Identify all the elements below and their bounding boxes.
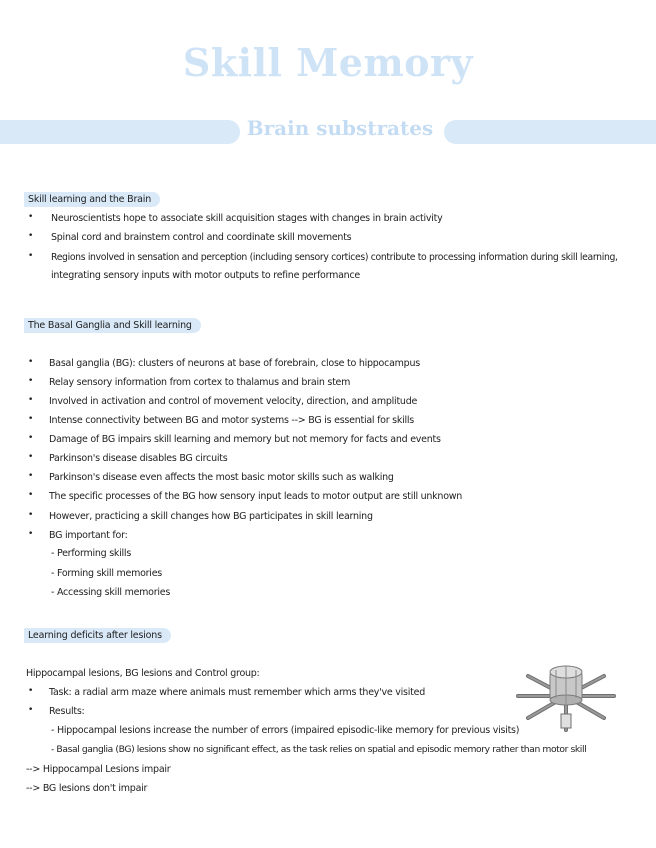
sub-list-item: - Forming skill memories: [51, 568, 162, 579]
bullet: •: [28, 490, 34, 500]
list-item: However, practicing a skill changes how BG participates in skill learning: [49, 511, 373, 522]
bullet: •: [28, 452, 34, 462]
conclusion-line: --> BG lesions don't impair: [26, 783, 148, 794]
sub-list-item: - Hippocampal lesions increase the number of errors (impaired episodic-like memory for previous visits): [51, 725, 520, 736]
bullet: •: [28, 414, 34, 424]
list-item: Parkinson's disease disables BG circuits: [49, 453, 228, 464]
bullet: •: [28, 231, 34, 241]
sub-list-item: - Performing skills: [51, 548, 132, 559]
section-heading-skill-learning: Skill learning and the Brain: [24, 192, 160, 207]
list-item: Spinal cord and brainstem control and coordinate skill movements: [51, 232, 352, 243]
list-item: Intense connectivity between BG and motor systems --> BG is essential for skills: [49, 415, 414, 426]
list-item: The specific processes of the BG how sensory input leads to motor output are still unknown: [49, 491, 463, 502]
bullet: •: [28, 251, 34, 261]
section-heading-learning-deficits: Learning deficits after lesions: [24, 628, 171, 643]
list-item: Regions involved in sensation and perception (including sensory cortices) contribute to processing information during skill learning,: [51, 252, 618, 263]
subtitle-band-right: [444, 120, 656, 144]
bullet: •: [28, 686, 34, 696]
list-item: Neuroscientists hope to associate skill acquisition stages with changes in brain activity: [51, 213, 443, 224]
bullet: •: [28, 705, 34, 715]
section-intro: Hippocampal lesions, BG lesions and Control group:: [26, 668, 260, 679]
bullet: •: [28, 471, 34, 481]
bullet: •: [28, 212, 34, 222]
radial-arm-maze-image: [512, 656, 620, 734]
sub-list-item: - Basal ganglia (BG) lesions show no significant effect, as the task relies on spatial and episodic memory rather than motor skill: [51, 744, 587, 755]
page-subtitle: Brain substrates: [246, 116, 434, 140]
page-title: Skill Memory: [182, 40, 474, 85]
bullet: •: [28, 433, 34, 443]
list-item: Involved in activation and control of movement velocity, direction, and amplitude: [49, 396, 418, 407]
section-heading-basal-ganglia: The Basal Ganglia and Skill learning: [24, 318, 201, 333]
bullet: •: [28, 357, 34, 367]
conclusion-line: --> Hippocampal Lesions impair: [26, 764, 171, 775]
list-item: Task: a radial arm maze where animals must remember which arms they've visited: [49, 687, 425, 698]
list-item: Relay sensory information from cortex to thalamus and brain stem: [49, 377, 351, 388]
sub-list-item: - Accessing skill memories: [51, 587, 171, 598]
subtitle-band-left: [0, 120, 240, 144]
bullet: •: [28, 395, 34, 405]
list-item: Damage of BG impairs skill learning and memory but not memory for facts and events: [49, 434, 441, 445]
list-item: Results:: [49, 706, 85, 717]
bullet: •: [28, 510, 34, 520]
list-item: BG important for:: [49, 530, 128, 541]
bullet: •: [28, 529, 34, 539]
bullet: •: [28, 376, 34, 386]
list-item: Basal ganglia (BG): clusters of neurons at base of forebrain, close to hippocampus: [49, 358, 420, 369]
list-item-continuation: integrating sensory inputs with motor outputs to refine performance: [51, 270, 361, 281]
list-item: Parkinson's disease even affects the most basic motor skills such as walking: [49, 472, 394, 483]
